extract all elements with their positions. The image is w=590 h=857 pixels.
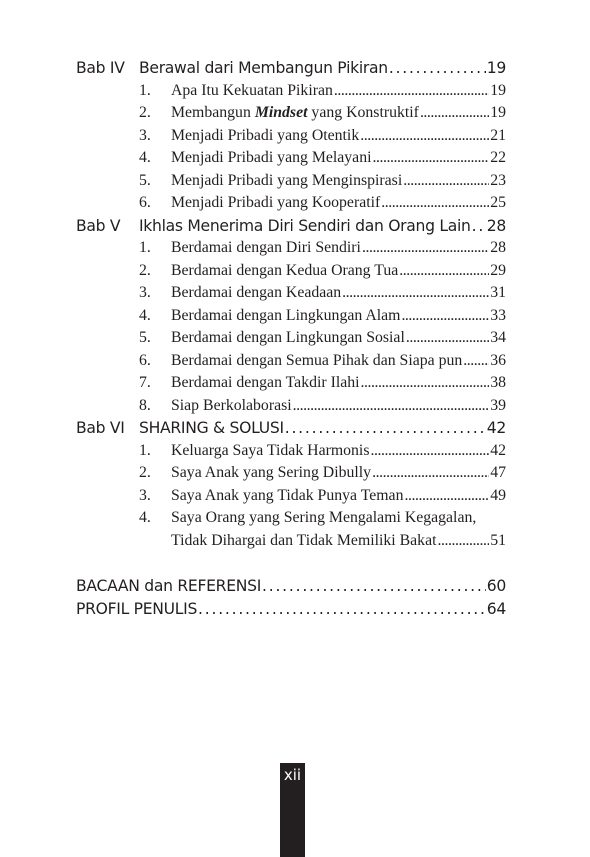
section-title-post: yang Konstruktif: [307, 104, 419, 121]
page-ref: 28: [486, 216, 506, 235]
section-title-emphasis: Mindset: [254, 104, 308, 121]
page-ref: 19: [490, 104, 506, 121]
page-ref: 19: [490, 81, 506, 99]
section-number: 4.: [139, 149, 151, 166]
section-title: Berdamai dengan Semua Pihak dan Siapa pun: [171, 351, 463, 369]
chapter-entry-bab-vi: [76, 419, 506, 442]
page-ref: 39: [490, 396, 506, 414]
page-ref: 25: [490, 194, 506, 211]
section-title: Siap Berkolaborasi: [171, 396, 292, 414]
chapter-label: Bab IV: [76, 59, 125, 77]
section-number: 6.: [139, 194, 151, 211]
section-number: 1.: [139, 81, 151, 99]
section-entry: [76, 464, 506, 487]
section-title: Keluarga Saya Tidak Harmonis: [171, 441, 370, 459]
dot-leader: [420, 104, 489, 122]
section-entry: [76, 352, 506, 375]
page-ref: 42: [486, 419, 506, 437]
section-number: 2.: [139, 104, 151, 121]
section-number: 1.: [139, 239, 151, 256]
page-ref: 21: [490, 126, 506, 144]
page-ref: 47: [490, 464, 506, 481]
page-ref: 19: [486, 59, 506, 77]
section-title: Berdamai dengan Kedua Orang Tua: [171, 261, 399, 279]
dot-leader: [381, 194, 489, 212]
section-entry: [76, 172, 506, 195]
section-entry: [76, 82, 506, 105]
page-ref: 23: [490, 171, 506, 189]
table-of-contents: [76, 59, 506, 622]
section-entry: [76, 397, 506, 420]
section-entry: [76, 262, 506, 285]
page-ref: 36: [490, 351, 506, 369]
section-title-line1: Saya Orang yang Sering Mengalami Kegagalan,: [171, 509, 477, 526]
back-matter-profil: [76, 600, 506, 623]
chapter-label: Bab VI: [76, 419, 125, 437]
section-entry: [76, 239, 506, 262]
dot-leader: [361, 374, 490, 392]
back-matter-bacaan: [76, 577, 506, 600]
page-ref: 49: [490, 486, 506, 504]
page-ref: 51: [490, 531, 506, 549]
dot-leader: [342, 284, 489, 302]
dot-leader: [463, 352, 489, 370]
page-ref: 38: [490, 374, 506, 391]
section-title: Menjadi Pribadi yang Menginspirasi: [171, 171, 403, 189]
section-number: 2.: [139, 261, 151, 279]
dot-leader: [372, 464, 489, 482]
section-number: 5.: [139, 329, 151, 346]
dot-leader: [362, 239, 489, 257]
section-entry: [76, 509, 506, 532]
page-ref: 64: [486, 599, 506, 618]
section-title-line2: Tidak Dihargai dan Tidak Memiliki Bakat: [171, 531, 437, 549]
page-ref: 34: [490, 329, 506, 346]
page-ref: 31: [490, 284, 506, 301]
section-entry: [76, 149, 506, 172]
spacer: [76, 554, 506, 577]
section-title: Berdamai dengan Diri Sendiri: [171, 239, 361, 256]
section-number: 8.: [139, 396, 151, 414]
section-title: [171, 104, 419, 122]
section-number: 3.: [139, 126, 151, 144]
section-title-pre: Membangun: [171, 104, 255, 121]
section-number: 3.: [139, 486, 151, 504]
section-number: 2.: [139, 464, 151, 481]
dot-leader: [293, 397, 490, 415]
chapter-label: Bab V: [76, 216, 121, 235]
section-title: Menjadi Pribadi yang Melayani: [171, 149, 372, 166]
dot-leader: [437, 532, 489, 550]
page-ref: 33: [490, 306, 506, 324]
section-entry: [76, 104, 506, 127]
section-entry: [76, 487, 506, 510]
chapter-entry-bab-iv: [76, 59, 506, 82]
back-matter-title: PROFIL PENULIS: [76, 599, 198, 618]
section-entry: [76, 194, 506, 217]
section-title: Menjadi Pribadi yang Otentik: [171, 126, 360, 144]
page-ref: 42: [490, 441, 506, 459]
dot-leader: [406, 329, 489, 347]
dot-leader: [403, 172, 489, 190]
section-title: Saya Anak yang Tidak Punya Teman: [171, 486, 404, 504]
section-entry: [76, 442, 506, 465]
section-title: Menjadi Pribadi yang Kooperatif: [171, 194, 381, 211]
page-ref: 22: [490, 149, 506, 166]
section-title: Berdamai dengan Lingkungan Sosial: [171, 329, 405, 346]
back-matter-title: BACAAN dan REFERENSI: [76, 577, 262, 595]
dot-leader: [370, 442, 489, 460]
dot-leader: [334, 82, 489, 100]
section-number: 4.: [139, 306, 151, 324]
dot-leader: [472, 217, 486, 235]
section-number: 5.: [139, 171, 151, 189]
section-number: 7.: [139, 374, 151, 391]
section-number: 1.: [139, 441, 151, 459]
chapter-title: Ikhlas Menerima Diri Sendiri dan Orang Lain: [139, 216, 471, 235]
page-number-tab: [280, 763, 305, 857]
dot-leader: [389, 59, 486, 77]
page-ref: 28: [490, 239, 506, 256]
section-title: Berdamai dengan Keadaan: [171, 284, 342, 301]
dot-leader: [360, 127, 489, 145]
section-title: Berdamai dengan Lingkungan Alam: [171, 306, 401, 324]
dot-leader: [401, 307, 489, 325]
section-number: 4.: [139, 509, 151, 526]
section-title: Saya Anak yang Sering Dibully: [171, 464, 372, 481]
section-title: Apa Itu Kekuatan Pikiran: [171, 81, 333, 99]
chapter-title: SHARING & SOLUSI: [139, 419, 284, 437]
section-entry: [76, 284, 506, 307]
section-title: Berdamai dengan Takdir Ilahi: [171, 374, 360, 391]
page-ref: 60: [486, 577, 506, 595]
page-number: xii: [283, 766, 302, 784]
chapter-entry-bab-v: [76, 217, 506, 240]
dot-leader: [198, 600, 486, 618]
dot-leader: [373, 149, 490, 167]
section-entry: [76, 374, 506, 397]
section-entry: [76, 329, 506, 352]
dot-leader: [404, 487, 489, 505]
chapter-title: Berawal dari Membangun Pikiran: [139, 59, 388, 77]
section-number: 6.: [139, 351, 151, 369]
section-entry-continuation: [76, 532, 506, 555]
section-entry: [76, 127, 506, 150]
dot-leader: [262, 577, 486, 595]
section-number: 3.: [139, 284, 151, 301]
section-entry: [76, 307, 506, 330]
page-ref: 29: [490, 261, 506, 279]
dot-leader: [285, 419, 486, 437]
dot-leader: [399, 262, 489, 280]
